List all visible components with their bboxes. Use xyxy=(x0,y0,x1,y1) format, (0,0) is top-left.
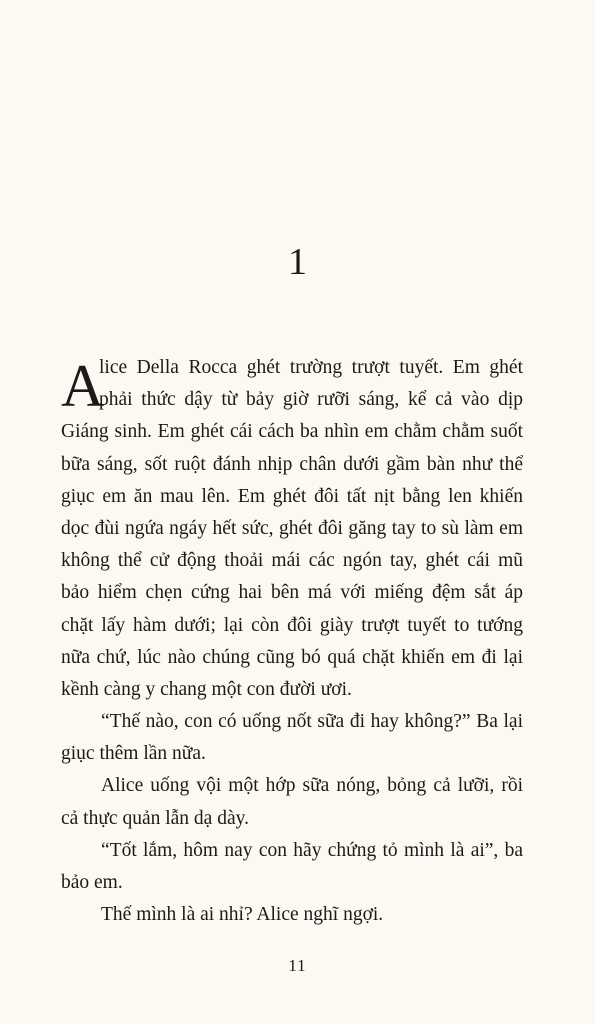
body-text xyxy=(61,352,523,931)
text-line-14: Alice uống vội một hớp sữa nóng, bỏng cả lưỡi, rồi xyxy=(101,775,523,797)
text-line-4: bữa sáng, sốt ruột đánh nhịp chân dưới gầm bàn như thể xyxy=(61,453,523,475)
text-line-6: dọc đùi ngứa ngáy hết sức, ghét đôi găng tay to sù làm em xyxy=(61,517,523,539)
text-line-5: giục em ăn mau lên. Em ghét đôi tất nịt bằng len khiến xyxy=(61,485,523,507)
text-line-10: nữa chứ, lúc nào chúng cũng bó quá chặt khiến em đi lại xyxy=(61,646,523,668)
text-line-17: bảo em. xyxy=(61,872,123,893)
drop-cap: A xyxy=(61,353,105,419)
text-line-1-content: lice Della Rocca ghét trường trượt tuyết. Em ghét xyxy=(99,357,523,378)
text-line-7: không thể cử động thoải mái các ngón tay, ghét cái mũ xyxy=(61,550,523,572)
text-line-11: kềnh càng y chang một con đười ươi. xyxy=(61,678,352,700)
text-line-15: cả thực quản lẫn dạ dày. xyxy=(61,807,249,829)
text-line-12: “Thế nào, con có uống nốt sữa đi hay không?” Ba lại xyxy=(101,711,523,733)
chapter-number: 1 xyxy=(288,241,307,283)
text-line-13: giục thêm lần nữa. xyxy=(61,743,206,765)
text-line-18: Thế mình là ai nhỉ? Alice nghĩ ngợi. xyxy=(101,904,384,926)
text-line-2 xyxy=(61,384,523,416)
text-line-2-content: phải thức dậy từ bảy giờ rưỡi sáng, kể cả vào dịp xyxy=(99,389,523,411)
text-line-9: chặt lấy hàm dưới; lại còn đôi giày trượt tuyết to tướng xyxy=(61,614,523,636)
text-line-8: bảo hiểm chẹn cứng hai bên má với miếng đệm sắt áp xyxy=(61,582,523,604)
text-line-16: “Tốt lắm, hôm nay con hãy chứng tỏ mình là ai”, ba xyxy=(101,839,523,861)
text-line-3: Giáng sinh. Em ghét cái cách ba nhìn em chằm chằm suốt xyxy=(61,421,523,443)
page-number: 11 xyxy=(288,956,307,975)
